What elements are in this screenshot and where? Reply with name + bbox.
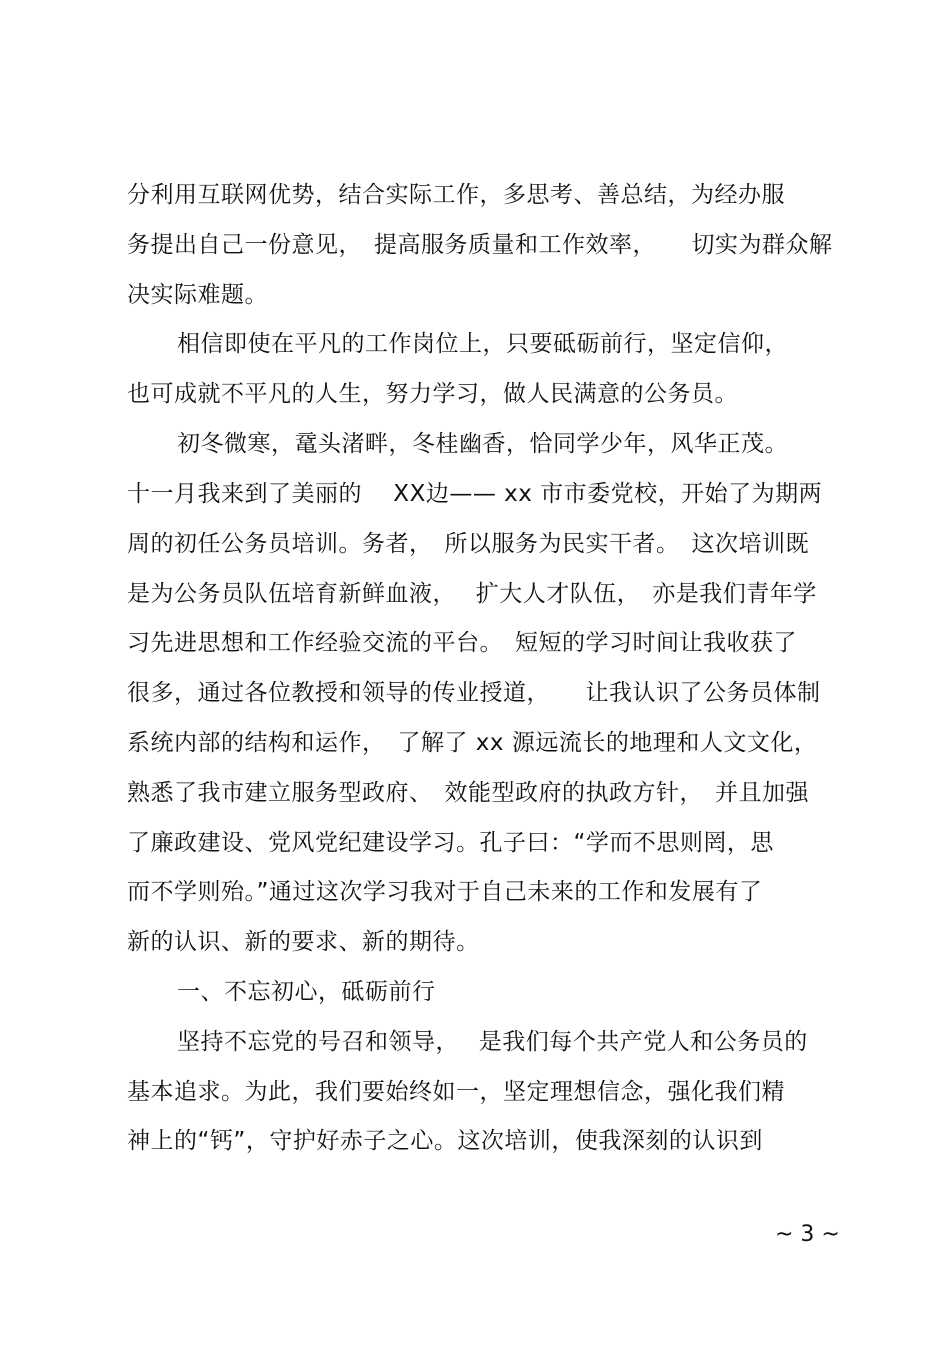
text-line: 熟悉了我市建立服务型政府、 效能型政府的执政方针， 并且加强 (127, 780, 809, 806)
text-line: 相信即使在平凡的工作岗位上，只要砥砺前行，坚定信仰， (177, 331, 788, 357)
text-line: 十一月我来到了美丽的 XX边—— xx 市市委党校，开始了为期两 (127, 481, 823, 507)
section-heading: 一、不忘初心，砥砺前行 (177, 979, 436, 1005)
text-line: 决实际难题。 (127, 282, 268, 308)
text-line: 也可成就不平凡的人生，努力学习，做人民满意的公务员。 (127, 381, 738, 407)
page-number: ~ 3 ~ (775, 1222, 840, 1247)
text-line: 分利用互联网优势，结合实际工作，多思考、善总结，为经办服 (127, 182, 785, 208)
text-line: 系统内部的结构和运作， 了解了 xx 源远流长的地理和人文文化， (127, 730, 818, 756)
text-line: 神上的“钙”，守护好赤子之心。这次培训，使我深刻的认识到 (127, 1128, 763, 1154)
text-line: 很多，通过各位教授和领导的传业授道， 让我认识了公务员体制 (127, 680, 821, 706)
text-line: 基本追求。为此，我们要始终如一，坚定理想信念，强化我们精 (127, 1079, 785, 1105)
text-line: 务提出自己一份意见， 提高服务质量和工作效率， 切实为群众解 (127, 232, 833, 258)
text-line: 习先进思想和工作经验交流的平台。 短短的学习时间让我收获了 (127, 630, 797, 656)
text-line: 坚持不忘党的号召和领导， 是我们每个共产党人和公务员的 (177, 1029, 808, 1055)
text-line: 了廉政建设、党风党纪建设学习。孔子曰：“学而不思则罔，思 (127, 830, 774, 856)
text-line: 初冬微寒，鼋头渚畔，冬桂幽香，恰同学少年，风华正茂。 (177, 431, 788, 457)
text-line: 而不学则殆。”通过这次学习我对于自己未来的工作和发展有了 (127, 879, 763, 905)
text-line: 周的初任公务员培训。务者， 所以服务为民实干者。 这次培训既 (127, 531, 809, 557)
text-line: 新的认识、新的要求、新的期待。 (127, 929, 480, 955)
text-line: 是为公务员队伍培育新鲜血液， 扩大人才队伍， 亦是我们青年学 (127, 581, 817, 607)
